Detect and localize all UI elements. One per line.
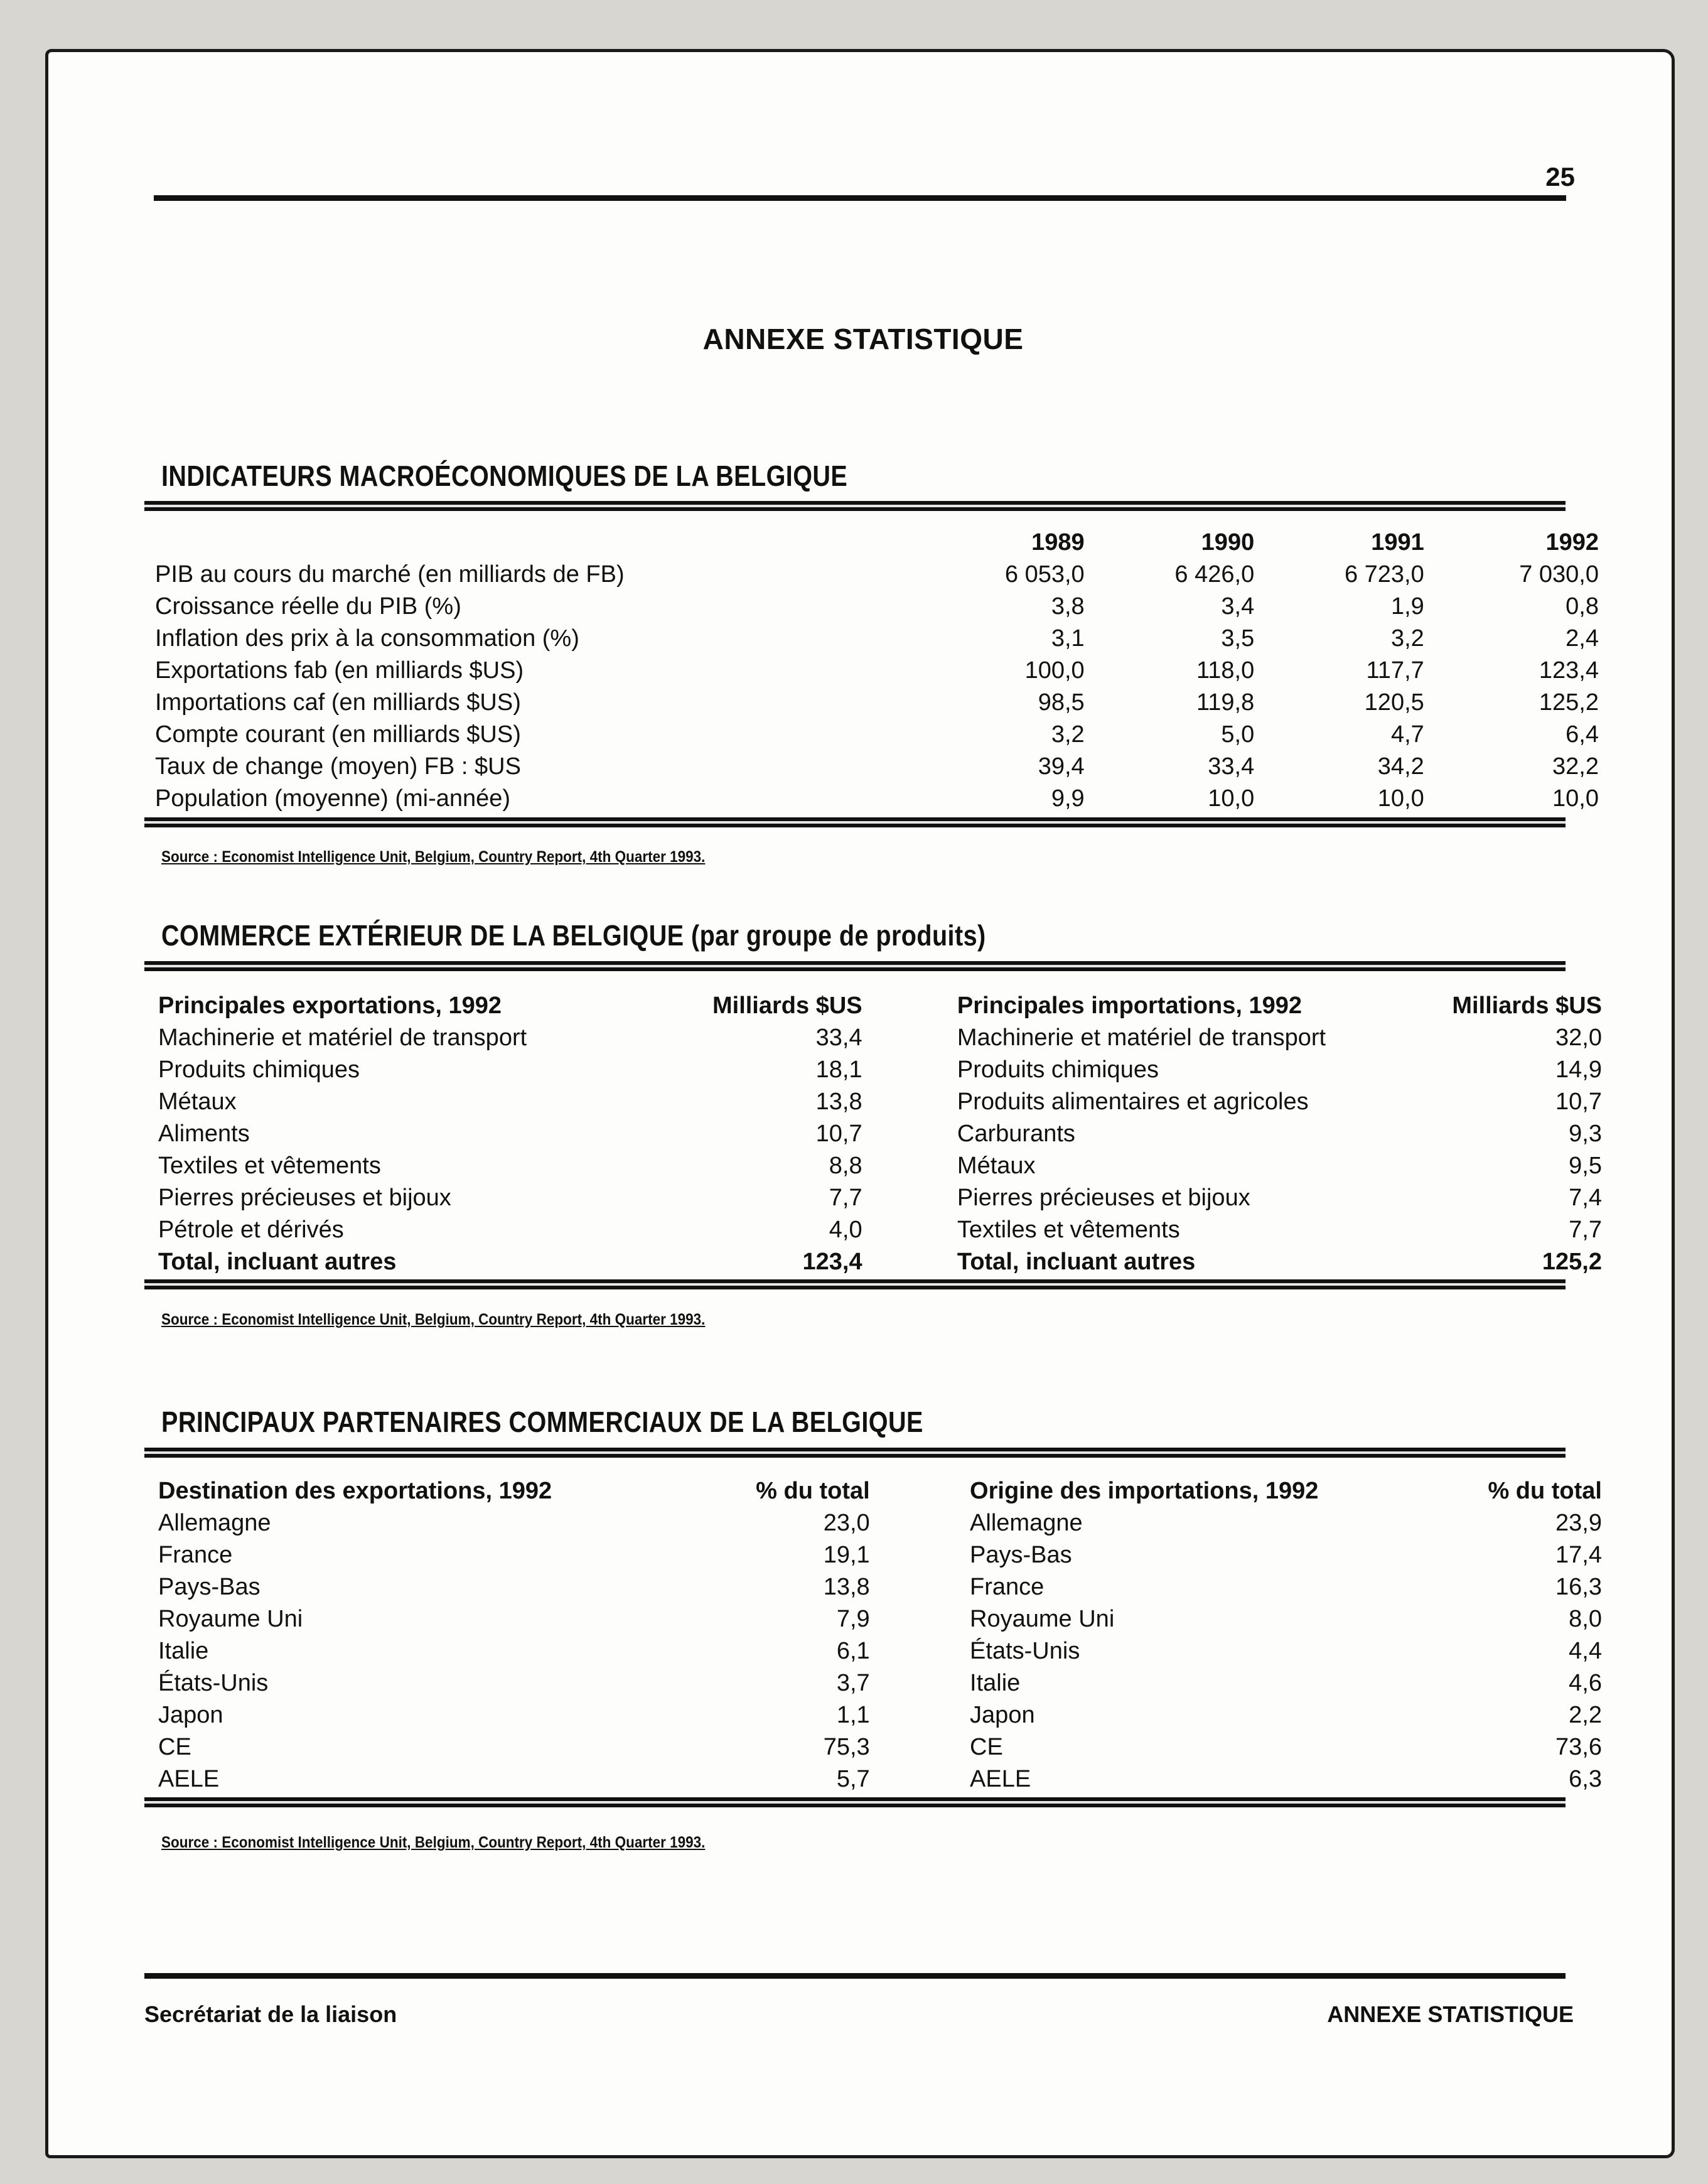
trade-exports-unit: Milliards $US (712, 992, 862, 1019)
trade-export-value: 33,4 (815, 1025, 862, 1051)
trade-row (158, 1052, 1602, 1084)
trade-import-value: 9,3 (1569, 1121, 1602, 1147)
partners-export-value: 3,7 (836, 1670, 870, 1696)
trade-export-value: 18,1 (815, 1057, 862, 1083)
macro-row (155, 684, 1599, 716)
trade-import-label: Machinerie et matériel de transport (957, 1025, 1326, 1051)
header-rule (154, 195, 1566, 201)
trade-import-label: Métaux (957, 1153, 1036, 1179)
macro-row (155, 780, 1599, 812)
trade-import-value: 7,7 (1569, 1217, 1602, 1243)
trade-row (158, 1148, 1602, 1180)
trade-import-value: 125,2 (1542, 1249, 1602, 1275)
macro-row (155, 716, 1599, 748)
macro-row-value: 32,2 (1552, 753, 1599, 780)
macro-row-label: PIB au cours du marché (en milliards de FB) (155, 561, 625, 588)
trade-import-label: Pierres précieuses et bijoux (957, 1185, 1250, 1211)
trade-export-value: 10,7 (815, 1121, 862, 1147)
partners-imports-header: Origine des importations, 1992 (970, 1478, 1319, 1504)
document-page (45, 49, 1675, 2158)
partners-export-value: 6,1 (836, 1638, 870, 1664)
trade-import-label: Carburants (957, 1121, 1075, 1147)
trade-gap (862, 987, 957, 1019)
partners-row (158, 1697, 1602, 1729)
macro-row-label: Exportations fab (en milliards $US) (155, 657, 524, 684)
partners-section-title: PRINCIPAUX PARTENAIRES COMMERCIAUX DE LA BELGIQUE (161, 1406, 923, 1438)
partners-row (158, 1665, 1602, 1697)
macro-row-value: 117,7 (1366, 657, 1424, 684)
partners-header-row (158, 1473, 1602, 1505)
macro-row-value: 98,5 (1038, 689, 1085, 716)
macro-row-value: 3,4 (1221, 593, 1255, 620)
trade-header-row (158, 987, 1602, 1019)
trade-import-value: 9,5 (1569, 1153, 1602, 1179)
partners-gap (870, 1537, 970, 1569)
partners-export-label: États-Unis (158, 1670, 269, 1696)
partners-import-label: France (970, 1574, 1045, 1600)
partners-row (158, 1505, 1602, 1537)
partners-gap (870, 1761, 970, 1793)
trade-export-label: Textiles et vêtements (158, 1153, 381, 1179)
partners-import-label: États-Unis (970, 1638, 1080, 1664)
trade-gap (862, 1180, 957, 1212)
partners-export-value: 13,8 (823, 1574, 870, 1600)
partners-export-value: 1,1 (836, 1702, 870, 1728)
partners-row (158, 1633, 1602, 1665)
trade-export-label: Métaux (158, 1089, 237, 1115)
macro-row-label: Taux de change (moyen) FB : $US (155, 753, 521, 780)
partners-import-label: Allemagne (970, 1510, 1083, 1536)
partners-import-value: 23,9 (1555, 1510, 1602, 1536)
trade-import-label: Total, incluant autres (957, 1249, 1196, 1275)
macro-year-header: 1989 (1031, 529, 1085, 556)
partners-import-value: 6,3 (1569, 1766, 1602, 1792)
partners-table (158, 1473, 1602, 1793)
partners-export-label: Royaume Uni (158, 1606, 303, 1632)
macro-row-label: Compte courant (en milliards $US) (155, 721, 521, 748)
partners-import-label: CE (970, 1734, 1003, 1760)
partners-import-value: 16,3 (1555, 1574, 1602, 1600)
macro-row-value: 33,4 (1208, 753, 1255, 780)
partners-gap (870, 1473, 970, 1505)
macro-row (155, 748, 1599, 780)
macro-row-value: 4,7 (1390, 721, 1424, 748)
macro-row-value: 6 053,0 (1004, 561, 1085, 588)
footer-right-text: ANNEXE STATISTIQUE (1327, 2001, 1574, 2027)
trade-import-value: 14,9 (1555, 1057, 1602, 1083)
macro-row-value: 7 030,0 (1519, 561, 1599, 588)
macro-row-label: Inflation des prix à la consommation (%) (155, 625, 579, 652)
trade-export-label: Produits chimiques (158, 1057, 360, 1083)
trade-row (158, 1244, 1602, 1276)
trade-row (158, 1180, 1602, 1212)
partners-export-value: 19,1 (823, 1542, 870, 1568)
partners-export-label: Italie (158, 1638, 209, 1664)
macro-year-header: 1992 (1545, 529, 1599, 556)
partners-export-label: CE (158, 1734, 191, 1760)
partners-import-label: Italie (970, 1670, 1021, 1696)
partners-bottom-rule (144, 1797, 1566, 1807)
partners-gap (870, 1569, 970, 1601)
partners-export-label: Pays-Bas (158, 1574, 260, 1600)
partners-export-label: Allemagne (158, 1510, 271, 1536)
trade-gap (862, 1148, 957, 1180)
partners-import-value: 17,4 (1555, 1542, 1602, 1568)
macro-row-value: 3,8 (1051, 593, 1085, 620)
trade-gap (862, 1116, 957, 1148)
partners-imports-unit: % du total (1488, 1478, 1602, 1504)
trade-row (158, 1084, 1602, 1116)
partners-row (158, 1537, 1602, 1569)
partners-export-label: Japon (158, 1702, 223, 1728)
partners-import-label: AELE (970, 1766, 1031, 1792)
partners-export-value: 5,7 (836, 1766, 870, 1792)
trade-gap (862, 1084, 957, 1116)
macro-row-value: 3,5 (1221, 625, 1255, 652)
macro-row-value: 6 723,0 (1344, 561, 1424, 588)
macro-row-value: 119,8 (1196, 689, 1255, 716)
footer-left-text: Secrétariat de la liaison (144, 2001, 397, 2027)
trade-top-rule (144, 961, 1566, 971)
macro-row-value: 10,0 (1377, 785, 1424, 812)
trade-import-label: Produits alimentaires et agricoles (957, 1089, 1309, 1115)
partners-import-value: 8,0 (1569, 1606, 1602, 1632)
partners-gap (870, 1697, 970, 1729)
macro-row-value: 5,0 (1221, 721, 1255, 748)
trade-export-value: 7,7 (829, 1185, 862, 1211)
macro-row (155, 620, 1599, 652)
macro-row-value: 6,4 (1566, 721, 1599, 748)
partners-import-label: Royaume Uni (970, 1606, 1115, 1632)
macro-row-value: 118,0 (1196, 657, 1255, 684)
partners-source: Source : Economist Intelligence Unit, Belgium, Country Report, 4th Quarter 1993. (161, 1834, 706, 1851)
macro-row-label: Croissance réelle du PIB (%) (155, 593, 461, 620)
macro-year-header: 1990 (1201, 529, 1255, 556)
macro-row-value: 3,2 (1390, 625, 1424, 652)
partners-row (158, 1729, 1602, 1761)
page-number: 25 (1545, 162, 1575, 191)
macro-bottom-rule (144, 817, 1566, 827)
trade-import-label: Produits chimiques (957, 1057, 1159, 1083)
partners-import-label: Pays-Bas (970, 1542, 1072, 1568)
macro-row-value: 2,4 (1566, 625, 1599, 652)
macro-row-value: 10,0 (1552, 785, 1599, 812)
partners-row (158, 1761, 1602, 1793)
trade-export-label: Aliments (158, 1121, 250, 1147)
macro-top-rule (144, 501, 1566, 511)
partners-import-value: 2,2 (1569, 1702, 1602, 1728)
macro-row (155, 652, 1599, 684)
macro-row-value: 1,9 (1390, 593, 1424, 620)
partners-gap (870, 1729, 970, 1761)
macro-row-value: 3,2 (1051, 721, 1085, 748)
trade-source: Source : Economist Intelligence Unit, Belgium, Country Report, 4th Quarter 1993. (161, 1311, 706, 1328)
trade-export-label: Total, incluant autres (158, 1249, 397, 1275)
trade-gap (862, 1052, 957, 1084)
macro-row-value: 34,2 (1377, 753, 1424, 780)
trade-section-title: COMMERCE EXTÉRIEUR DE LA BELGIQUE (par groupe de produits) (161, 919, 986, 952)
trade-row (158, 1116, 1602, 1148)
partners-import-label: Japon (970, 1702, 1035, 1728)
trade-import-label: Textiles et vêtements (957, 1217, 1180, 1243)
macro-row-label: Population (moyenne) (mi-année) (155, 785, 511, 812)
trade-export-value: 13,8 (815, 1089, 862, 1115)
trade-gap (862, 1212, 957, 1244)
partners-export-value: 7,9 (836, 1606, 870, 1632)
macro-source: Source : Economist Intelligence Unit, Belgium, Country Report, 4th Quarter 1993. (161, 848, 706, 866)
trade-import-value: 32,0 (1555, 1025, 1602, 1051)
trade-imports-header: Principales importations, 1992 (957, 992, 1302, 1019)
partners-import-value: 4,6 (1569, 1670, 1602, 1696)
trade-table (158, 987, 1602, 1276)
partners-export-label: AELE (158, 1766, 220, 1792)
footer-rule (144, 1973, 1566, 1979)
trade-gap (862, 1244, 957, 1276)
trade-export-label: Pierres précieuses et bijoux (158, 1185, 451, 1211)
macro-row (155, 588, 1599, 620)
partners-row (158, 1569, 1602, 1601)
trade-export-label: Pétrole et dérivés (158, 1217, 344, 1243)
macro-year-header: 1991 (1371, 529, 1424, 556)
partners-export-label: France (158, 1542, 233, 1568)
macro-row-value: 9,9 (1051, 785, 1085, 812)
partners-gap (870, 1601, 970, 1633)
partners-export-value: 75,3 (823, 1734, 870, 1760)
trade-row (158, 1212, 1602, 1244)
trade-export-value: 4,0 (829, 1217, 862, 1243)
partners-exports-header: Destination des exportations, 1992 (158, 1478, 552, 1504)
macro-row-value: 6 426,0 (1174, 561, 1255, 588)
trade-bottom-rule (144, 1279, 1566, 1289)
partners-import-value: 4,4 (1569, 1638, 1602, 1664)
macro-header-blank (155, 524, 892, 556)
partners-exports-unit: % du total (756, 1478, 870, 1504)
trade-imports-unit: Milliards $US (1452, 992, 1602, 1019)
macro-row-value: 39,4 (1038, 753, 1085, 780)
macro-header-row (155, 524, 1599, 556)
macro-row-value: 100,0 (1024, 657, 1085, 684)
macro-row-value: 125,2 (1539, 689, 1599, 716)
trade-export-label: Machinerie et matériel de transport (158, 1025, 527, 1051)
macro-table (155, 524, 1599, 812)
partners-gap (870, 1633, 970, 1665)
partners-export-value: 23,0 (823, 1510, 870, 1536)
trade-exports-header: Principales exportations, 1992 (158, 992, 502, 1019)
macro-row-value: 120,5 (1364, 689, 1424, 716)
trade-import-value: 7,4 (1569, 1185, 1602, 1211)
trade-row (158, 1019, 1602, 1052)
trade-gap (862, 1019, 957, 1052)
partners-row (158, 1601, 1602, 1633)
macro-row-label: Importations caf (en milliards $US) (155, 689, 521, 716)
macro-row (155, 556, 1599, 588)
macro-row-value: 10,0 (1208, 785, 1255, 812)
macro-row-value: 3,1 (1051, 625, 1085, 652)
macro-section-title: INDICATEURS MACROÉCONOMIQUES DE LA BELGIQUE (161, 460, 848, 492)
trade-export-value: 8,8 (829, 1153, 862, 1179)
trade-export-value: 123,4 (802, 1249, 862, 1275)
partners-gap (870, 1665, 970, 1697)
partners-top-rule (144, 1448, 1566, 1458)
macro-row-value: 123,4 (1539, 657, 1599, 684)
partners-import-value: 73,6 (1555, 1734, 1602, 1760)
macro-row-value: 0,8 (1566, 593, 1599, 620)
trade-import-value: 10,7 (1555, 1089, 1602, 1115)
partners-gap (870, 1505, 970, 1537)
annex-title: ANNEXE STATISTIQUE (702, 323, 1024, 355)
